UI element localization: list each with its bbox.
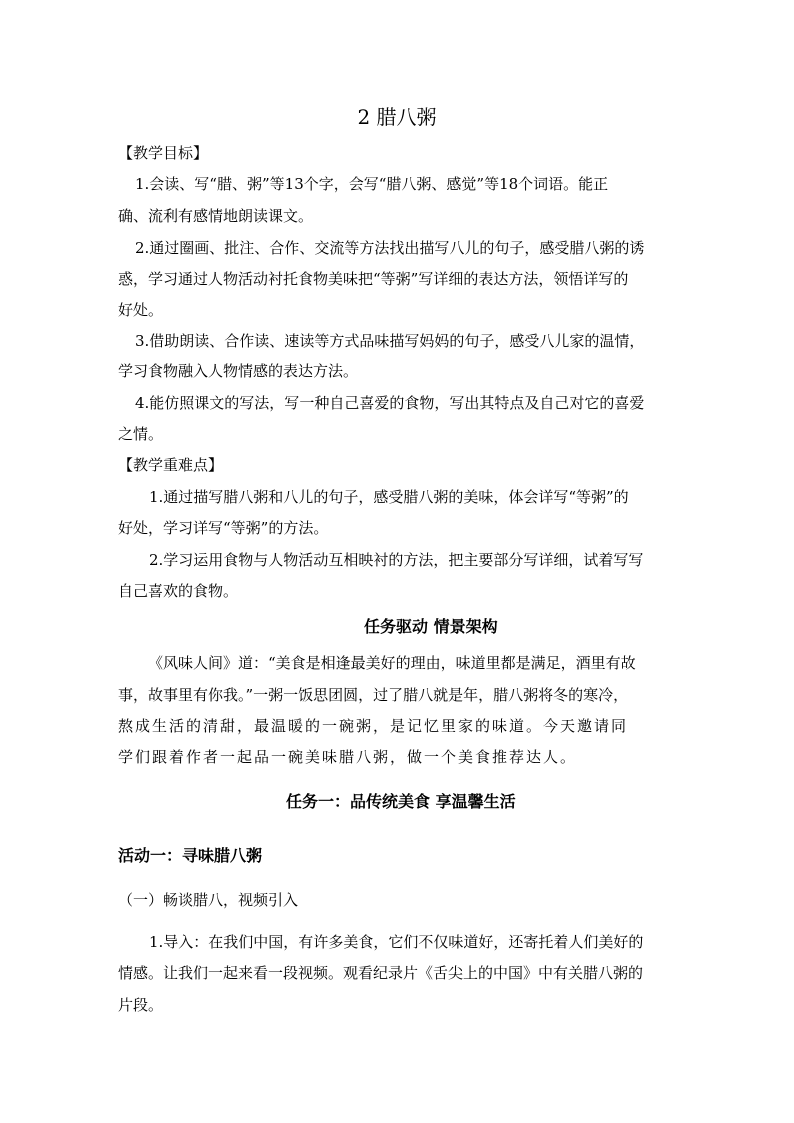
activity-one-heading: 活动一：寻味腊八粥: [118, 846, 263, 865]
objective-3-line-1: 3.借助朗读、合作读、速读等方式品味描写妈妈的句子，感受八儿家的温情，: [135, 332, 645, 350]
task-drive-line-1: 《风味人间》道：“美食是相逢最美好的理由，味道里都是满足，酒里有故: [148, 654, 636, 672]
page-title: 2 腊八粥: [357, 105, 437, 129]
activity-one-line-3: 片段。: [118, 996, 164, 1014]
task-drive-line-4: 学们跟着作者一起品一碗美味腊八粥，做一个美食推荐达人。: [118, 748, 578, 766]
objective-1-line-1: 1.会读、写“腊、粥”等13个字，会写“腊八粥、感觉”等18个词语。能正: [135, 175, 609, 193]
activity-one-line-1: 1.导入：在我们中国，有许多美食，它们不仅味道好，还寄托着人们美好的: [149, 933, 644, 951]
objective-3-line-2: 学习食物融入人物情感的表达方法。: [118, 362, 359, 380]
task-drive-line-3: 熬成生活的清甜，最温暖的一碗粥，是记忆里家的味道。今天邀请同: [118, 717, 629, 735]
task-drive-line-2: 事，故事里有你我。”一粥一饭思团圆，过了腊八就是年，腊八粥将冬的寒冷，: [118, 686, 629, 704]
key-points-heading: 【教学重难点】: [118, 456, 224, 474]
objective-2-line-3: 好处。: [118, 301, 164, 319]
objectives-heading: 【教学目标】: [118, 144, 209, 162]
key-point-1-line-2: 好处，学习详写“等粥”的方法。: [118, 519, 329, 537]
task-drive-heading: 任务驱动 情景架构: [364, 617, 498, 636]
objective-4-line-1: 4.能仿照课文的写法，写一种自己喜爱的食物，写出其特点及自己对它的喜爱: [135, 394, 645, 412]
key-point-2-line-2: 自己喜欢的食物。: [118, 582, 239, 600]
objective-2-line-2: 惑，学习通过人物活动衬托食物美味把“等粥”写详细的表达方法，领悟详写的: [118, 270, 629, 288]
activity-one-subheading: （一）畅谈腊八，视频引入: [118, 891, 299, 909]
objective-4-line-2: 之情。: [118, 425, 164, 443]
objective-1-line-2: 确、流利有感情地朗读课文。: [118, 207, 314, 225]
key-point-2-line-1: 2.学习运用食物与人物活动互相映衬的方法，把主要部分写详细，试着写写: [149, 551, 644, 569]
task-one-heading: 任务一：品传统美食 享温馨生活: [286, 792, 516, 811]
key-point-1-line-1: 1.通过描写腊八粥和八儿的句子，感受腊八粥的美味，体会详写“等粥”的: [149, 488, 629, 506]
activity-one-line-2: 情感。让我们一起来看一段视频。观看纪录片《舌尖上的中国》中有关腊八粥的: [118, 964, 644, 982]
objective-2-line-1: 2.通过圈画、批注、合作、交流等方法找出描写八儿的句子，感受腊八粥的诱: [135, 239, 645, 257]
